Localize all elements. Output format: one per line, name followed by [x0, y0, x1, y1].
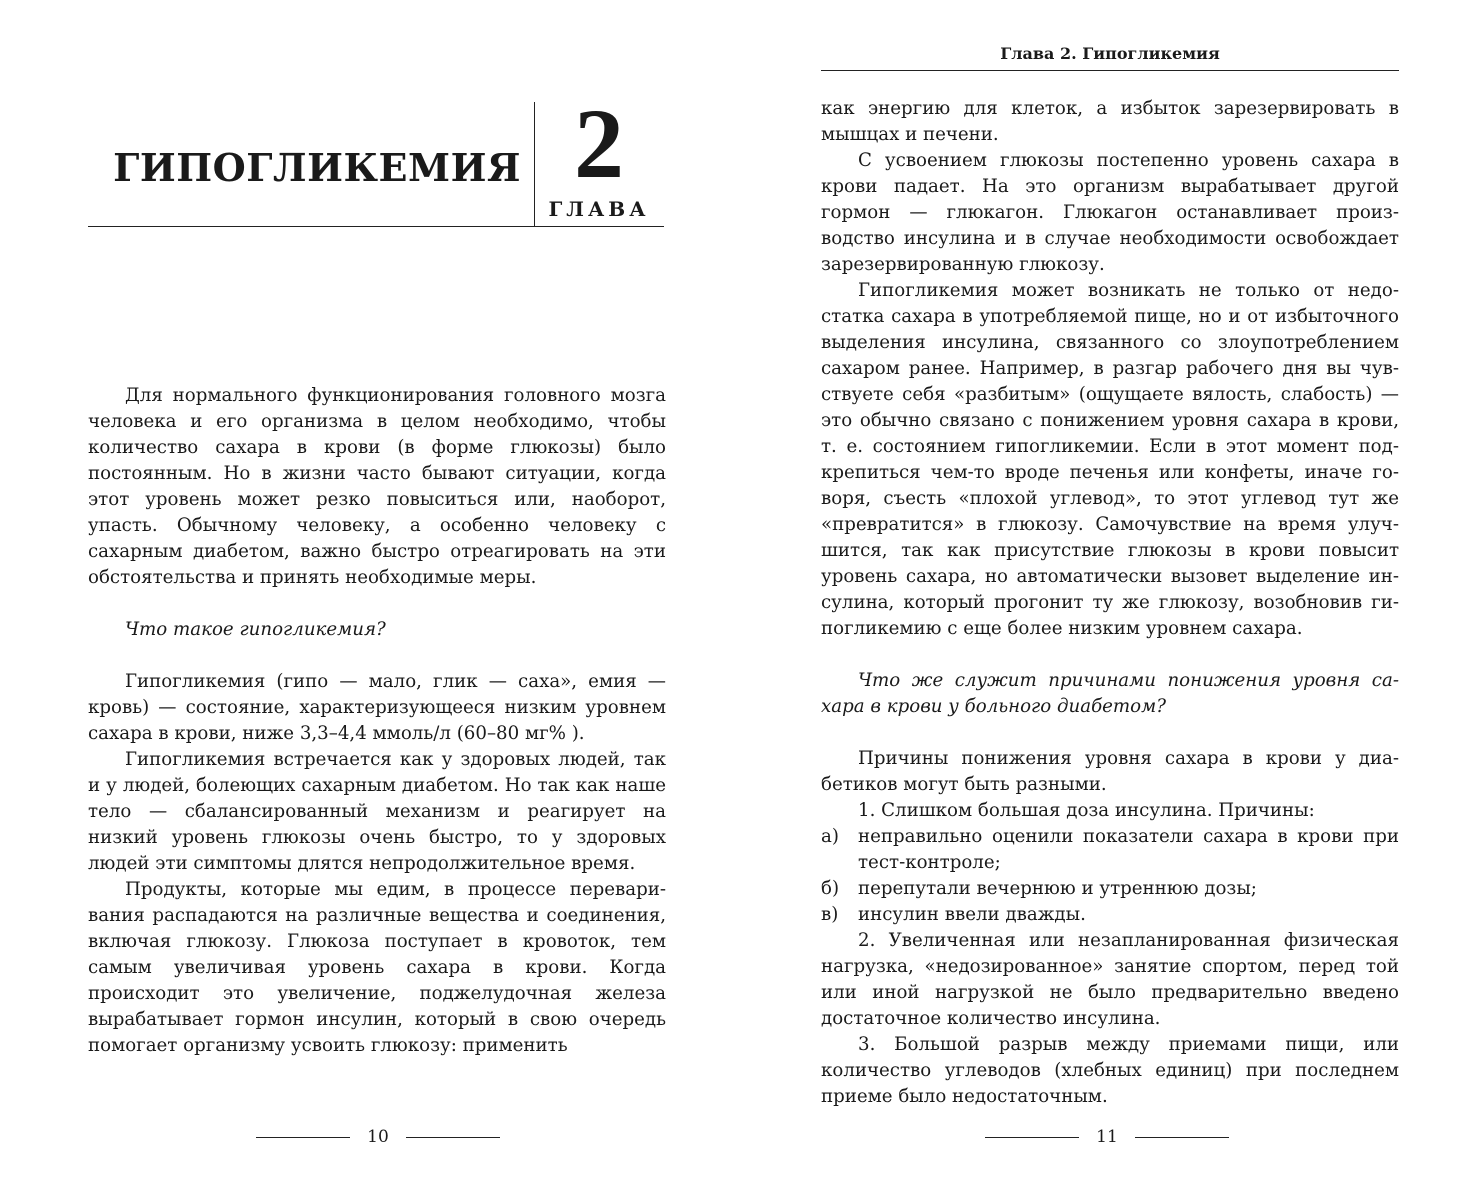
footer-rule [1135, 1137, 1229, 1138]
right-body-text [821, 96, 1399, 1110]
footer-rule [985, 1137, 1079, 1138]
sub-list-item [821, 876, 1399, 902]
running-head-rule [821, 70, 1399, 71]
list-marker: а) [821, 826, 839, 847]
paragraph: Причины понижения уровня сахара в крови у диабетиков могут быть разными. [821, 748, 1399, 795]
chapter-label: ГЛАВА [548, 197, 650, 221]
intro-paragraph: Для нормального функционирования головного мозга человека и его организма в целом необходимо, чтобы количество сахара в крови (в форме глюкозы) было постоянным. Но в жизни часто бывают ситуации, когда этот уровень может резко повыситься или, наоборот, упасть. Обычному человеку, а особенно человеку с сахарным диабетом, важно быстро отреагировать на эти обстоятельства и принять необходимые меры. [88, 385, 666, 588]
chapter-header [88, 88, 664, 227]
left-body-text [88, 383, 666, 1059]
question-heading: Что такое гипогликемия? [125, 619, 386, 640]
footer-rule [406, 1137, 500, 1138]
paragraph: Гипогликемия встречается как у здоровых людей, так и у людей, болеющих сахарным диабетом. Но так как наше тело — сбалансированный механизм и реагирует на низкий уровень глюкозы очень быстро, то у здоровых людей эти симптомы длятся непродолжительное время. [88, 749, 666, 874]
sub-list-item [821, 824, 1399, 876]
paragraph: Продукты, которые мы едим, в процессе переваривания распадаются на различные вещества и соединения, включая глюкозу. Глюкоза поступает в кровоток, тем самым увеличивая уровень сахара в крови. Когда происходит это увеличение, поджелудочная железа вырабатывает гормон инсулин, который в свою очередь помогает организму усвоить глюкозу: применить [88, 879, 666, 1056]
list-marker: в) [821, 904, 839, 925]
page-number: 10 [367, 1127, 389, 1147]
running-head: Глава 2. Гипогликемия [1000, 44, 1220, 63]
footer-rule [256, 1137, 350, 1138]
paragraph: Гипогликемия может возникать не только от недостатка сахара в употребляемой пище, но и от избыточного выделения инсулина, связанного со злоупотреблением сахаром ранее. Например, в разгар рабочего дня вы чувствуете себя «разбитым» (ощущаете вялость, слабость) — это обычно связано с понижением уровня сахара в крови, т. е. состоянием гипогликемии. Если в этот момент подкрепиться чем-то вроде печенья или конфеты, иначе говоря, съесть «плохой углевод», то этот углевод тут же «превратится» в глюкозу. Самочувствие на время улучшится, так как присутствие глюкозы в крови повысит уровень сахара, но автоматически вызовет выделение инсулина, который прогонит ту же глюкозу, возобновив гипогликемию с еще более низким уровнем сахара. [821, 280, 1399, 639]
list-item: 3. Большой разрыв между приемами пищи, или количество углеводов (хлебных единиц) при последнем приеме было недостаточным. [821, 1034, 1399, 1107]
question-heading: Что же служит причинами понижения уровня сахара в крови у больного диабетом? [821, 670, 1399, 717]
definition-paragraph: Гипогликемия (гипо — мало, глик — саха», емия — кровь) — состояние, характеризующееся низким уровнем сахара в крови, ниже 3,3–4,4 ммоль/л (60–80 мг% ). [88, 671, 666, 744]
list-item-text: перепутали вечернюю и утреннюю дозы; [858, 878, 1257, 899]
paragraph: С усвоением глюкозы постепенно уровень сахара в крови падает. На это организм вырабатывает другой гормон — глюкагон. Глюкагон останавливает производство инсулина и в случае необходимости освобождает зарезервированную глюкозу. [821, 150, 1399, 275]
list-item-text: инсулин ввели дважды. [858, 904, 1086, 925]
chapter-title: ГИПОГЛИКЕМИЯ [113, 145, 521, 190]
chapter-number: 2 [574, 88, 624, 199]
sub-list-item [821, 902, 1399, 928]
page-footer [256, 1125, 500, 1149]
list-marker: б) [821, 878, 840, 899]
page-footer [985, 1125, 1229, 1149]
right-page [739, 0, 1478, 1182]
list-item: 1. Слишком большая доза инсулина. Причины: [858, 800, 1315, 821]
page-number: 11 [1096, 1127, 1118, 1147]
chapter-underline [88, 226, 664, 227]
list-item: 2. Увеличенная или незапланированная физическая нагрузка, «недозированное» занятие спортом, перед той или иной нагрузкой не было предварительно введено достаточное количество инсулина. [821, 930, 1399, 1029]
list-item-text: неправильно оценили показатели сахара в крови при тест-контроле; [858, 826, 1399, 873]
continued-paragraph: как энергию для клеток, а избыток зарезервировать в мышцах и печени. [821, 98, 1399, 145]
